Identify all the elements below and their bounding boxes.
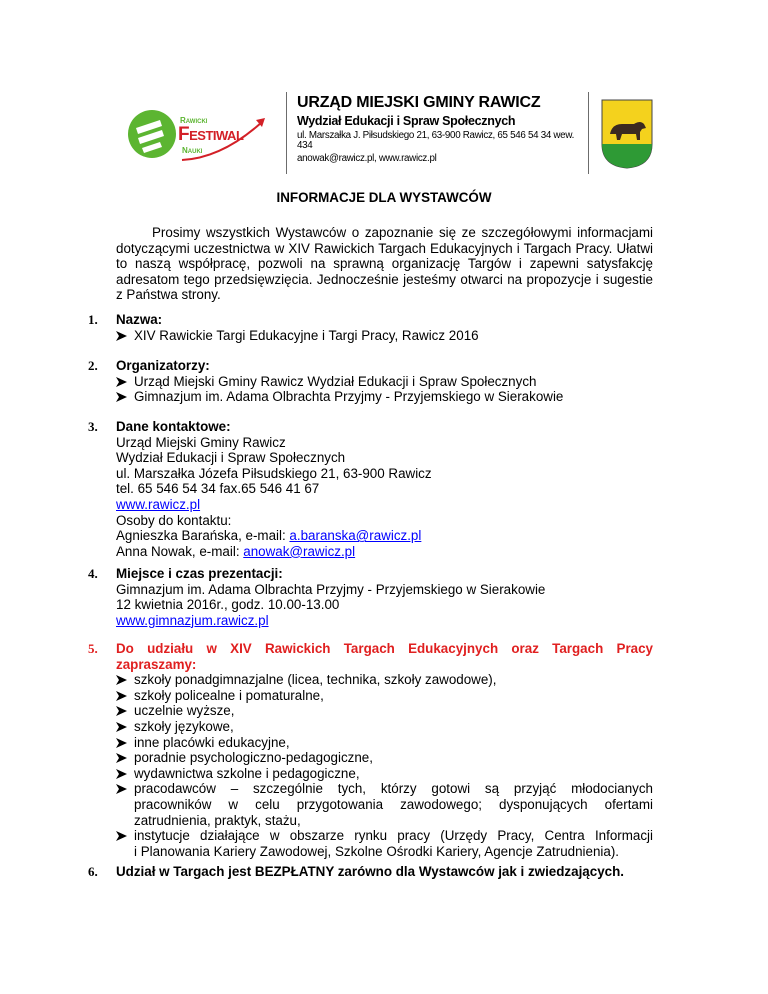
contact-line: ul. Marszałka Józefa Piłsudskiego 21, 63-900 Rawicz — [116, 465, 432, 481]
contact-line: Urząd Miejski Gminy Rawicz — [116, 434, 286, 450]
intro-line: to naszą współpracę, pozwoli na sprawną organizację Targów i zapewni satysfakcję — [116, 256, 653, 272]
list-item: uczelnie wyższe, — [116, 703, 653, 719]
contact-line: Wydział Edukacji i Spraw Społecznych — [116, 450, 346, 466]
section-heading: zapraszamy: — [116, 656, 197, 672]
page-title: INFORMACJE DLA WYSTAWCÓW — [276, 190, 492, 205]
list-item: szkoły ponadgimnazjalne (licea, technika, szkoły zawodowe), — [116, 672, 653, 688]
section-number: 3. — [88, 419, 98, 434]
contact-person: Agnieszka Barańska, e-mail: a.baranska@rawicz.pl — [116, 528, 422, 544]
list-item: szkoły policealne i pomaturalne, — [116, 688, 653, 704]
email-link[interactable]: anowak@rawicz.pl — [243, 543, 356, 559]
list-item: poradnie psychologiczno-pedagogiczne, — [116, 750, 653, 766]
section-number: 4. — [88, 566, 98, 581]
logo-text-festiwal: Festiwal — [178, 124, 244, 145]
list-item: XIV Rawickie Targi Edukacyjne i Targi Pracy, Rawicz 2016 — [116, 328, 653, 344]
office-contact: anowak@rawicz.pl, www.rawicz.pl — [297, 153, 437, 165]
section-heading: Nazwa: — [116, 312, 163, 327]
arrowhead-bullet-icon — [116, 688, 130, 701]
festival-logo — [122, 102, 272, 172]
arrowhead-bullet-icon — [116, 703, 130, 716]
office-name: URZĄD MIEJSKI GMINY RAWICZ — [297, 94, 541, 111]
arrowhead-bullet-icon — [116, 672, 130, 685]
arrowhead-bullet-icon — [116, 719, 130, 732]
header-divider-left — [286, 92, 287, 174]
list-item: pracodawców – szczególnie tych, którzy gotowi są przyjąć młodocianych pracowników w celu przygotowania zawodowego; dysponujących ofertami zatrudnienia, praktyk, stażu, — [116, 781, 653, 828]
list-item: Urząd Miejski Gminy Rawicz Wydział Edukacji i Spraw Społecznych — [116, 374, 653, 390]
date-line: 12 kwietnia 2016r., godz. 10.00-13.00 — [116, 597, 340, 613]
intro-line: dotyczącymi uczestnictwa w XIV Rawickich Targach Edukacyjnych i Targach Pracy. Ułatwi — [116, 240, 653, 256]
intro-paragraph — [116, 225, 653, 303]
arrowhead-bullet-icon — [116, 389, 130, 402]
arrowhead-bullet-icon — [116, 735, 130, 748]
list-item: Gimnazjum im. Adama Olbrachta Przyjmy - Przyjemskiego w Sierakowie — [116, 389, 653, 405]
list-item: inne placówki edukacyjne, — [116, 735, 653, 751]
arrowhead-bullet-icon — [116, 374, 130, 387]
department-name: Wydział Edukacji i Spraw Społecznych — [297, 113, 516, 128]
arrowhead-bullet-icon — [116, 328, 130, 341]
logo-text-rawicki: Rawicki — [180, 116, 208, 125]
arrowhead-bullet-icon — [116, 781, 130, 794]
venue-line: Gimnazjum im. Adama Olbrachta Przyjmy - Przyjemskiego w Sierakowie — [116, 581, 546, 597]
bear-coat-of-arms-icon — [600, 98, 654, 170]
section-heading: Udział w Targach jest BEZPŁATNY zarówno dla Wystawców jak i zwiedzających. — [116, 864, 624, 879]
section-number: 1. — [88, 312, 98, 327]
header-divider-right — [588, 92, 589, 174]
section-heading: Do udziału w XIV Rawickich Targach Edukacyjnych oraz Targach Pracy — [116, 641, 653, 656]
section-number: 5. — [88, 641, 98, 656]
email-link[interactable]: a.baranska@rawicz.pl — [289, 528, 422, 544]
section-number: 2. — [88, 358, 98, 373]
arrowhead-bullet-icon — [116, 750, 130, 763]
intro-line: z Państwa strony. — [116, 287, 221, 303]
logo-text-nauki: Nauki — [182, 146, 203, 155]
list-item: instytucje działające w obszarze rynku pracy (Urzędy Pracy, Centra Informacji i Planowania Kariery Zawodowej, Szkolne Ośrodki Kariery, Agencje Zatrudnienia). — [116, 828, 653, 859]
section-heading: Miejsce i czas prezentacji: — [116, 566, 283, 581]
list-item: wydawnictwa szkolne i pedagogiczne, — [116, 766, 653, 782]
contact-line: Osoby do kontaktu: — [116, 512, 232, 528]
website-link[interactable]: www.rawicz.pl — [116, 496, 201, 512]
office-header — [297, 95, 587, 165]
section-heading: Dane kontaktowe: — [116, 419, 231, 434]
letterhead — [0, 92, 768, 192]
arrowhead-bullet-icon — [116, 828, 130, 841]
contact-person: Anna Nowak, e-mail: anowak@rawicz.pl — [116, 543, 356, 559]
intro-line: Prosimy wszystkich Wystawców o zapoznanie się ze szczegółowymi informacjami — [152, 225, 653, 240]
section-heading: Organizatorzy: — [116, 358, 210, 373]
arrowhead-bullet-icon — [116, 766, 130, 779]
section-number: 6. — [88, 864, 98, 879]
website-link[interactable]: www.gimnazjum.rawicz.pl — [116, 612, 269, 628]
contact-line: tel. 65 546 54 34 fax.65 546 41 67 — [116, 481, 320, 497]
list-item: szkoły językowe, — [116, 719, 653, 735]
intro-line: adresatom tego przedsięwzięcia. Jednocześnie jesteśmy otwarci na propozycje i sugestie — [116, 271, 653, 287]
office-address: ul. Marszałka J. Piłsudskiego 21, 63-900 Rawicz, 65 546 54 34 wew. 434 — [297, 129, 574, 152]
